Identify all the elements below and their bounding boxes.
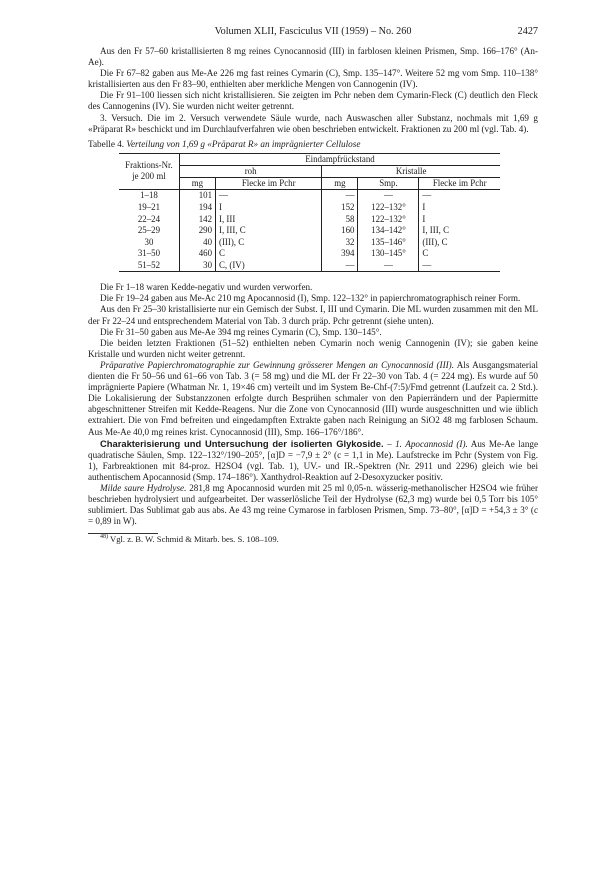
cell-flecke: (III), C <box>216 237 322 249</box>
running-header <box>88 26 538 40</box>
footnote <box>88 534 538 545</box>
table-caption <box>88 139 538 150</box>
page-number: 2427 <box>517 26 538 37</box>
hydrolysis-text: 281,8 mg Apocannosid wurden mit 25 ml 0,05-n. wässerig-methanolischer H2SO4 wie früher beschrieben hydrolysiert und aufgearbeitet. Der wasserlösliche Teil der Hydrolyse (62,3 mg) wurde bei 0,5 Torr bis 105° sublimiert. Das Sublimat gab aus abs. Ae 43 mg reine Cymarose in farblosen Prismen, Smp. 73–80°, [α]D = +54,3 ± 3° (c = 0,89 in W). <box>88 482 538 527</box>
cell-smp: — <box>358 190 419 202</box>
cell-mg: 194 <box>179 202 215 214</box>
cell-smp: 122–132° <box>358 202 419 214</box>
cell-smp: — <box>358 260 419 272</box>
table-row <box>119 190 500 202</box>
table-caption-text: Verteilung von 1,69 g «Präparat R» an imprägnierter Cellulose <box>126 138 361 149</box>
paragraph: Die beiden letzten Fraktionen (51–52) enthielten neben Cymarin noch wenig Cannogenin (IV); sie gaben keine Kristalle und wurden nicht weiter getrennt. <box>88 337 538 359</box>
paragraph: Aus den Fr 57–60 kristallisierten 8 mg reines Cynocannosid (III) in farblosen kleinen Prismen, Smp. 166–176° (An-Ae). <box>88 46 538 68</box>
paragraph: Aus den Fr 25–30 kristallisierte nur ein Gemisch der Subst. I, III und Cymarin. Die ML wurden zusammen mit den ML der Fr 22–24 und entsprechendem Material von Tab. 3 durch präp. Pchr getrennt (siehe unten). <box>88 304 538 326</box>
body-text <box>88 46 538 545</box>
cell-flecke: I, III, C <box>216 225 322 237</box>
section-text: Aus Me-Ae lange quadratische Säulen, Smp. 122–132°/190–205°, [α]D = −7,9 ± 2° (c = 1,1 in Me). Laufstrecke im Pchr (System von Fig. 1), Farbreaktionen mit 84-proz. H2SO4 (vgl. Tab. 1), UV.- und IR.-Spektren (Nr. 2911 und 2296) gleich wie bei authentischem Apocannosid (Smp. 174–186°). Xanthydrol-Reaktion auf 2-Desoxyzucker positiv. <box>88 438 538 482</box>
cell-kristalle-mg: 152 <box>322 202 358 214</box>
cell-mg: 101 <box>179 190 215 202</box>
cell-kristalle-flecke: — <box>419 260 500 272</box>
running-title: Volumen XLII, Fasciculus VII (1959) – No. 260 <box>214 26 412 37</box>
cell-kristalle-mg: 394 <box>322 248 358 260</box>
paragraph: Die Fr 67–82 gaben aus Me-Ae 226 mg fast reines Cymarin (C), Smp. 135–147°. Weitere 52 mg vom Smp. 110–138° kristallisierten aus den Fr 83–90, enthielten aber merkliche Mengen von Cannogenin (IV). <box>88 68 538 90</box>
table-caption-label: Tabelle 4. <box>88 138 125 149</box>
hydrolysis-paragraph <box>88 483 538 527</box>
cell-kristalle-mg: 58 <box>322 213 358 225</box>
cell-flecke: C, (IV) <box>216 260 322 272</box>
cell-flecke: I, III <box>216 213 322 225</box>
cell-fraction: 19–21 <box>137 201 161 212</box>
cell-fraction: 51–52 <box>119 260 179 272</box>
table-row <box>119 202 500 214</box>
prep-heading-rest: zur Gewinnung grösserer Mengen an Cynocannosid (III). <box>238 359 454 370</box>
cell-fraction: 25–29 <box>137 225 161 236</box>
row-header: Fraktions-Nr. je 200 ml <box>119 153 179 189</box>
cell-flecke: C <box>216 248 322 260</box>
distribution-table <box>119 153 500 272</box>
sub-header-kristalle: Kristalle <box>322 165 500 177</box>
table-row <box>119 248 500 260</box>
paragraph: 3. Versuch. Die im 2. Versuch verwendete Säule wurde, nach Auswaschen aller Substanz, nochmals mit 1,69 g «Präparat R» beschickt und im Durchlaufverfahren wie oben beschrieben entwickelt. Fraktionen zu 200 ml (vgl. Tab. 4). <box>88 112 538 134</box>
cell-kristalle-flecke: I <box>419 202 500 214</box>
cell-mg: 460 <box>179 248 215 260</box>
table-row <box>119 225 500 237</box>
group-header: Eindampfrückstand <box>179 153 500 165</box>
prep-heading: Präparative Papierchromatographie <box>100 359 235 370</box>
cell-kristalle-mg: 160 <box>322 225 358 237</box>
sub-header-roh: roh <box>179 165 321 177</box>
cell-fraction: 22–24 <box>137 213 161 224</box>
cell-mg: 142 <box>179 213 215 225</box>
cell-kristalle-mg: — <box>322 190 358 202</box>
cell-kristalle-flecke: — <box>419 190 500 202</box>
paragraph: Die Fr 19–24 gaben aus Me-Ac 210 mg Apocannosid (I), Smp. 122–132° in papierchromatographisch reiner Form. <box>100 293 521 304</box>
cell-kristalle-flecke: C <box>419 248 500 260</box>
table-row <box>119 260 500 272</box>
cell-kristalle-mg: 32 <box>322 237 358 249</box>
cell-mg: 40 <box>179 237 215 249</box>
cell-smp: 135–146° <box>358 237 419 249</box>
section-paragraph: Charakterisierung und Untersuchung der isolierten Glykoside. – 1. Apocannosid (I). Aus Me-Ae lange quadratische Säulen, Smp. 122–132°/190–205°, [α]D = −7,9 ± 2° (c = 1,1 in Me). Laufstrecke im Pchr (System von Fig. 1), Farbreaktionen mit 84-proz. H2SO4 (vgl. Tab. 1), UV.- und IR.-Spektren (Nr. 2911 und 2296) gleich wie bei authentischem Apocannosid (Smp. 174–186°). Xanthydrol-Reaktion auf 2-Desoxyzucker positiv. <box>88 437 538 482</box>
section-heading: Charakterisierung und Untersuchung der isolierten Glykoside. <box>100 437 384 449</box>
paragraph: Die Fr 91–100 liessen sich nicht kristallisieren. Sie zeigten im Pchr neben dem Cymarin-Fleck (C) deutlich den Fleck des Cannogenins (IV). Sie wurden nicht weiter getrennt. <box>88 90 538 112</box>
col-header-flecke: Flecke im Pchr <box>216 178 322 190</box>
paragraph: Die Fr 1–18 waren Kedde-negativ und wurden verworfen. <box>100 282 313 293</box>
cell-kristalle-flecke: (III), C <box>419 237 500 249</box>
table-row <box>119 237 500 249</box>
col-header-mg2: mg <box>322 178 358 190</box>
cell-smp: 130–145° <box>358 248 419 260</box>
prep-paragraph <box>88 360 538 438</box>
cell-fraction: 1–18 <box>140 190 158 201</box>
footnote-text: Vgl. z. B. W. Schmid & Mitarb. bes. S. 108–109. <box>110 534 279 545</box>
paragraph: Die Fr 31–50 gaben aus Me-Ae 394 mg reines Cymarin (C), Smp. 130–145°. <box>100 326 382 337</box>
cell-flecke: — <box>216 190 322 202</box>
cell-kristalle-flecke: I <box>419 213 500 225</box>
col-header-mg: mg <box>179 178 215 190</box>
cell-kristalle-mg: — <box>322 260 358 272</box>
cell-smp: 122–132° <box>358 213 419 225</box>
section-subheading: 1. Apocannosid (I). <box>395 438 468 449</box>
table-row <box>119 213 500 225</box>
prep-text: Als Ausgangsmaterial dienten die Fr 50–56 und 61–66 von Tab. 3 (= 58 mg) und die ML der Fr 22–30 von Tab. 4 (= 224 mg). Es wurde auf 50 imprägnierte Papiere (Whatman Nr. 1, 19×46 cm) verteilt und im System Be-Chf-(7:5)/Fmd getrennt (Laufzeit ca. 2 Std.). Die Lokalisierung der Substanzzonen erfolgte durch Besprühen schmaler von den Papierrändern und der Papiermitte abgeschnittener Streifen mit Kedde-Reagens. Nur die Zone von Cynocannosid (III) wurde ausgeschnitten und wie üblich extrahiert. Die von Fmd befreiten und eingedampften Extrakte gaben nach Reinigung an SiO2 48 mg farblosen Schaum. Aus Me-Ae 40,0 mg reines krist. Cynocannosid (III), Smp. 166–176°/186°. <box>88 359 538 437</box>
footnote-mark: 48) <box>100 534 108 541</box>
col-header-flecke2: Flecke im Pchr <box>419 178 500 190</box>
cell-fraction: 30 <box>144 236 154 247</box>
cell-fraction: 31–50 <box>137 248 161 259</box>
cell-mg: 30 <box>179 260 215 272</box>
cell-mg: 290 <box>179 225 215 237</box>
cell-flecke: I <box>216 202 322 214</box>
cell-smp: 134–142° <box>358 225 419 237</box>
cell-kristalle-flecke: I, III, C <box>419 225 500 237</box>
hydrolysis-heading: Milde saure Hydrolyse. <box>100 482 187 493</box>
col-header-smp: Smp. <box>358 178 419 190</box>
